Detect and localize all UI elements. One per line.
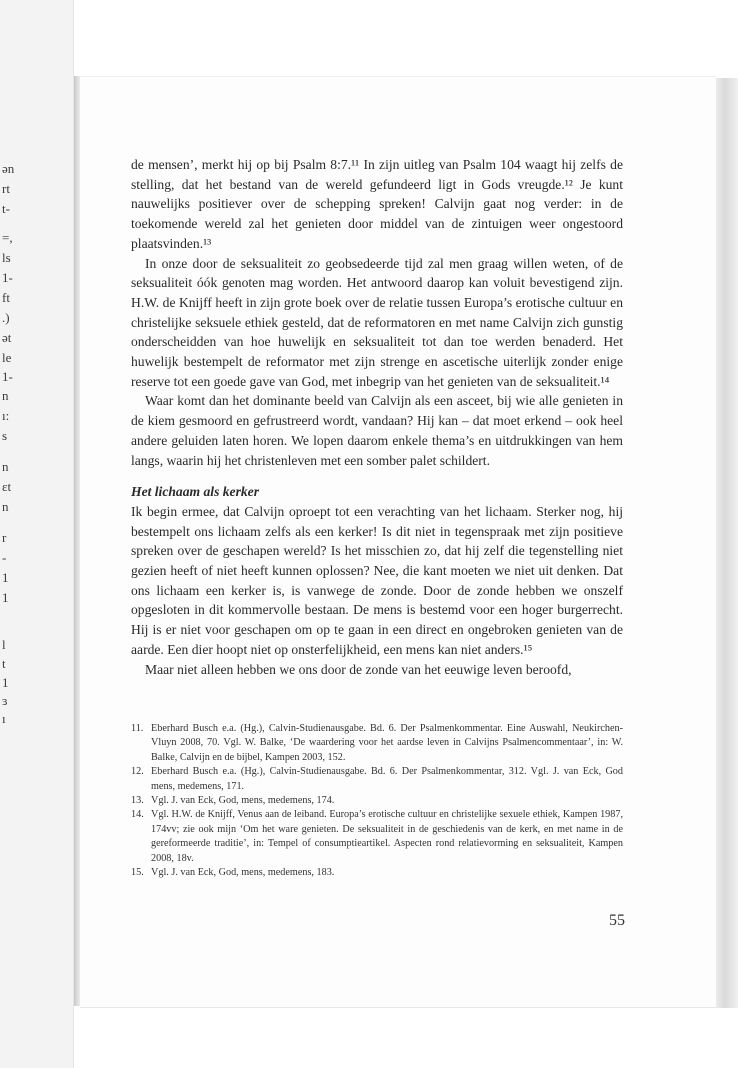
left-fragment: ɜ bbox=[2, 694, 8, 708]
body-text bbox=[131, 155, 623, 679]
left-fragment: t- bbox=[2, 202, 10, 216]
footnote-text: Vgl. J. van Eck, God, mens, medemens, 174. bbox=[151, 795, 335, 807]
footnote-number: 13. bbox=[131, 795, 144, 807]
section-heading: Het lichaam als kerker bbox=[131, 484, 259, 500]
footnote bbox=[131, 794, 623, 808]
footnote-number: 12. bbox=[131, 766, 144, 778]
left-fragment: l bbox=[2, 638, 6, 652]
left-fragment: r bbox=[2, 531, 7, 545]
left-fragment: rt bbox=[2, 182, 10, 196]
left-fragment: ft bbox=[2, 291, 10, 305]
left-fragment: ɛt bbox=[2, 480, 12, 494]
footnote-text: Eberhard Busch e.a. (Hg.), Calvin-Studienausgabe. Bd. 6. Der Psalmenkommentar. Eine Auswahl, Neukirchen-Vluyn 2008, 70. Vgl. W. Balke, ‘De waardering voor het aardse leven in Calvijns Psalmencommentaar’, in: W. Balke, Calvijn en de bijbel, Kampen 2003, 152. bbox=[151, 723, 623, 763]
paragraph: Waar komt dan het dominante beeld van Calvijn als een asceet, bij wie alle genieten in de kiem gesmoord en gefrustreerd wordt, vandaan? Hij kan – dat moet erkend – ook heel andere geluiden laten horen. We lopen daarom enkele thema’s en uitdrukkingen van hem langs, waarin hij het christenleven met een somber palet schildert. bbox=[131, 393, 623, 468]
paragraph: de mensen’, merkt hij op bij Psalm 8:7.¹¹ In zijn uitleg van Psalm 104 waagt hij zelfs de stelling, dat het bestand van de wereld gefundeerd ligt in Gods vreugde.¹² Je kunt nauwelijks positiever over de schepping spreken! Calvijn gaat nog verder: in de toekomende wereld zal het genieten door middel van de zintuigen weer ongestoord plaatsvinden.¹³ bbox=[131, 157, 623, 251]
left-fragment: t bbox=[2, 657, 6, 671]
footnote-text: Vgl. H.W. de Knijff, Venus aan de leiband. Europa’s erotische cultuur en christelijke sexuele ethiek, Kampen 1987, 174vv; zie ook mijn ‘Om het ware genieten. De seksualiteit in de geschiedenis van de kerk, en met name in de gereformeerde traditie’, in: Tempel of consumptieartikel. Aspecten rond relatievorming en seksualiteit, Kampen 2008, 18v. bbox=[151, 809, 623, 864]
left-fragment: s bbox=[2, 429, 8, 443]
left-fragment: 1 bbox=[2, 676, 9, 690]
paragraph: Ik begin ermee, dat Calvijn oproept tot een verachting van het lichaam. Sterker nog, hij bestempelt ons lichaam zelfs als een kerker! Is dit niet in tegenspraak met zijn positieve spreken over de geschapen wereld? Is het misschien zo, dat hij zelf die tegenstelling niet gezien heeft of niet heeft kunnen oplossen? Nee, die kant moeten we niet uit denken. Dat ons lichaam een kerker is, is vanwege de zonde. Door de zonde hebben we onszelf opgesloten in dit kommervolle bestaan. De mens is bestemd voor een hoger burgerrecht. Hij is er niet voor geschapen om op te gaan in een direct en ongebroken genieten van de aarde. Een dier hoopt niet op onsterfelijkheid, een mens kan niet anders.¹⁵ bbox=[131, 503, 623, 657]
left-fragment: .) bbox=[2, 311, 10, 325]
left-fragment: ən bbox=[2, 162, 15, 176]
footnote-number: 14. bbox=[131, 809, 144, 821]
paragraph: In onze door de seksualiteit zo geobsedeerde tijd zal men graag willen weten, of de seksualiteit óók genoten mag worden. Het antwoord daarop kan voluit bevestigend zijn. H.W. de Knijff heeft in zijn grote boek over de relatie tussen Europa’s erotische cultuur en christelijke seksuele ethiek gesteld, dat de reformatoren en met name Calvijn zich gunstig onderscheidden van hoe huwelijk en seksualiteit tot dan toe werden benaderd. Het huwelijk bestempelt de reformator met zijn strenge en ascetische uiterlijk zonder enige reserve tot een goede gave van God, met inbegrip van het genieten van de seksualiteit.¹⁴ bbox=[131, 255, 623, 389]
book-page bbox=[80, 76, 716, 1008]
left-fragment: n bbox=[2, 389, 9, 403]
left-fragment: 1 bbox=[2, 591, 9, 605]
footnote-text: Eberhard Busch e.a. (Hg.), Calvin-Studienausgabe. Bd. 6. Der Psalmenkommentar, 312. Vgl. J. van Eck, God mens, medemens, 171. bbox=[151, 766, 623, 792]
left-fragment: ı bbox=[2, 712, 6, 726]
left-fragment: n bbox=[2, 460, 9, 474]
page-number: 55 bbox=[609, 912, 625, 929]
footnote-number: 15. bbox=[131, 867, 144, 879]
left-fragment: 1- bbox=[2, 370, 13, 384]
left-fragment: ls bbox=[2, 251, 11, 265]
footnotes bbox=[131, 722, 623, 880]
footnote-text: Vgl. J. van Eck, God, mens, medemens, 183. bbox=[151, 867, 335, 879]
left-fragment: 1- bbox=[2, 271, 13, 285]
footnote bbox=[131, 866, 623, 880]
paragraph: Maar niet alleen hebben we ons door de zonde van het eeuwige leven beroofd, bbox=[145, 661, 572, 677]
left-fragment: ı: bbox=[2, 409, 10, 423]
footnote-number: 11. bbox=[131, 723, 144, 734]
left-fragment: ət bbox=[2, 331, 12, 345]
footnote bbox=[131, 722, 623, 765]
footnote bbox=[131, 808, 623, 866]
left-fragment: =, bbox=[2, 231, 13, 245]
left-facing-page-bleed bbox=[0, 0, 74, 1068]
left-fragment: - bbox=[2, 551, 7, 565]
page-edge-shadow bbox=[716, 78, 738, 1008]
left-fragment: 1 bbox=[2, 571, 9, 585]
footnote bbox=[131, 765, 623, 794]
left-fragment: le bbox=[2, 351, 12, 365]
left-fragment: n bbox=[2, 500, 9, 514]
